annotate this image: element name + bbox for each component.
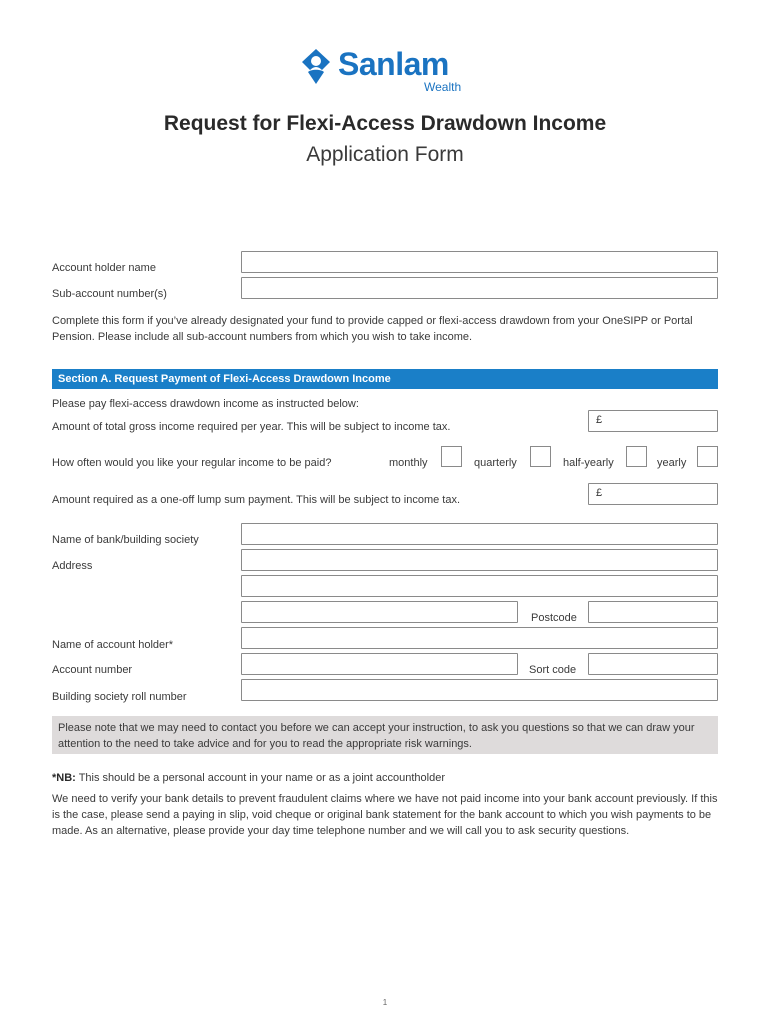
account-holder-label: Name of account holder* [52,639,174,651]
frequency-quarterly-checkbox[interactable] [530,446,551,467]
sort-code-label: Sort code [529,664,577,676]
lump-sum-currency: £ [596,487,603,499]
section-a-instruction: Please pay flexi-access drawdown income as instructed below: [52,398,359,410]
address-label: Address [52,560,93,572]
lump-sum-input[interactable] [588,483,718,505]
sanlam-logo [300,46,472,96]
page-title: Request for Flexi-Access Drawdown Income [163,112,607,135]
page-subtitle: Application Form [306,143,464,166]
account-number-input[interactable] [241,653,518,675]
bank-name-input[interactable] [241,523,718,545]
sort-code-input[interactable] [588,653,718,675]
frequency-quarterly-label: quarterly [474,457,517,469]
notice-text: Please note that we may need to contact you before we can accept your instruction, to ask you questions so that we can draw your attention to the need to take advice and for you to read the appropriate risk warnings. [58,722,695,750]
account-holder-name-label: Account holder name [52,262,156,274]
bank-name-label: Name of bank/building society [52,534,199,546]
section-a-header [52,369,718,389]
intro-text: Complete this form if you’ve already designated your fund to provide capped or flexi-access drawdown from your OneSIPP or Portal Pension. Please include all sub-account numbers from which you wish to take income. [52,315,693,343]
lump-sum-label: Amount required as a one-off lump sum payment. This will be subject to income tax. [52,494,461,506]
frequency-yearly-label: yearly [657,457,687,469]
postcode-label: Postcode [531,612,577,624]
sub-account-numbers-input[interactable] [241,277,718,299]
address-line-2-input[interactable] [241,575,718,597]
account-number-label: Account number [52,664,133,676]
frequency-monthly-label: monthly [389,457,428,469]
frequency-question: How often would you like your regular income to be paid? [52,457,332,469]
account-holder-input[interactable] [241,627,718,649]
sanlam-emblem-icon [300,48,332,86]
gross-income-input[interactable] [588,410,718,432]
address-line-3-input[interactable] [241,601,518,623]
section-a-title: Section A. Request Payment of Flexi-Access Drawdown Income [58,373,391,385]
postcode-input[interactable] [588,601,718,623]
sub-account-numbers-label: Sub-account number(s) [52,288,167,300]
roll-number-input[interactable] [241,679,718,701]
page-number: 1 [382,998,388,1007]
nb-label: *NB: [52,772,76,784]
frequency-half-yearly-label: half-yearly [563,457,614,469]
roll-number-label: Building society roll number [52,691,187,703]
gross-income-currency: £ [596,414,603,426]
brand-sub: Wealth [424,80,462,94]
frequency-monthly-checkbox[interactable] [441,446,462,467]
gross-income-label: Amount of total gross income required per year. This will be subject to income tax. [52,421,451,433]
frequency-half-yearly-checkbox[interactable] [626,446,647,467]
nb-note [52,772,445,784]
verify-text: We need to verify your bank details to prevent fraudulent claims where we have not paid income into your bank account previously. If this is the case, please send a paying in slip, void cheque or original bank statement for the bank account to which you wish payments to be made. As an alternative, please provide your day time telephone number and we will call you to ask security questions. [52,793,718,837]
notice-box [52,716,718,754]
frequency-yearly-checkbox[interactable] [697,446,718,467]
account-holder-name-input[interactable] [241,251,718,273]
nb-text: This should be a personal account in your name or as a joint accountholder [75,772,445,784]
brand-name: Sanlam [338,46,449,82]
address-line-1-input[interactable] [241,549,718,571]
